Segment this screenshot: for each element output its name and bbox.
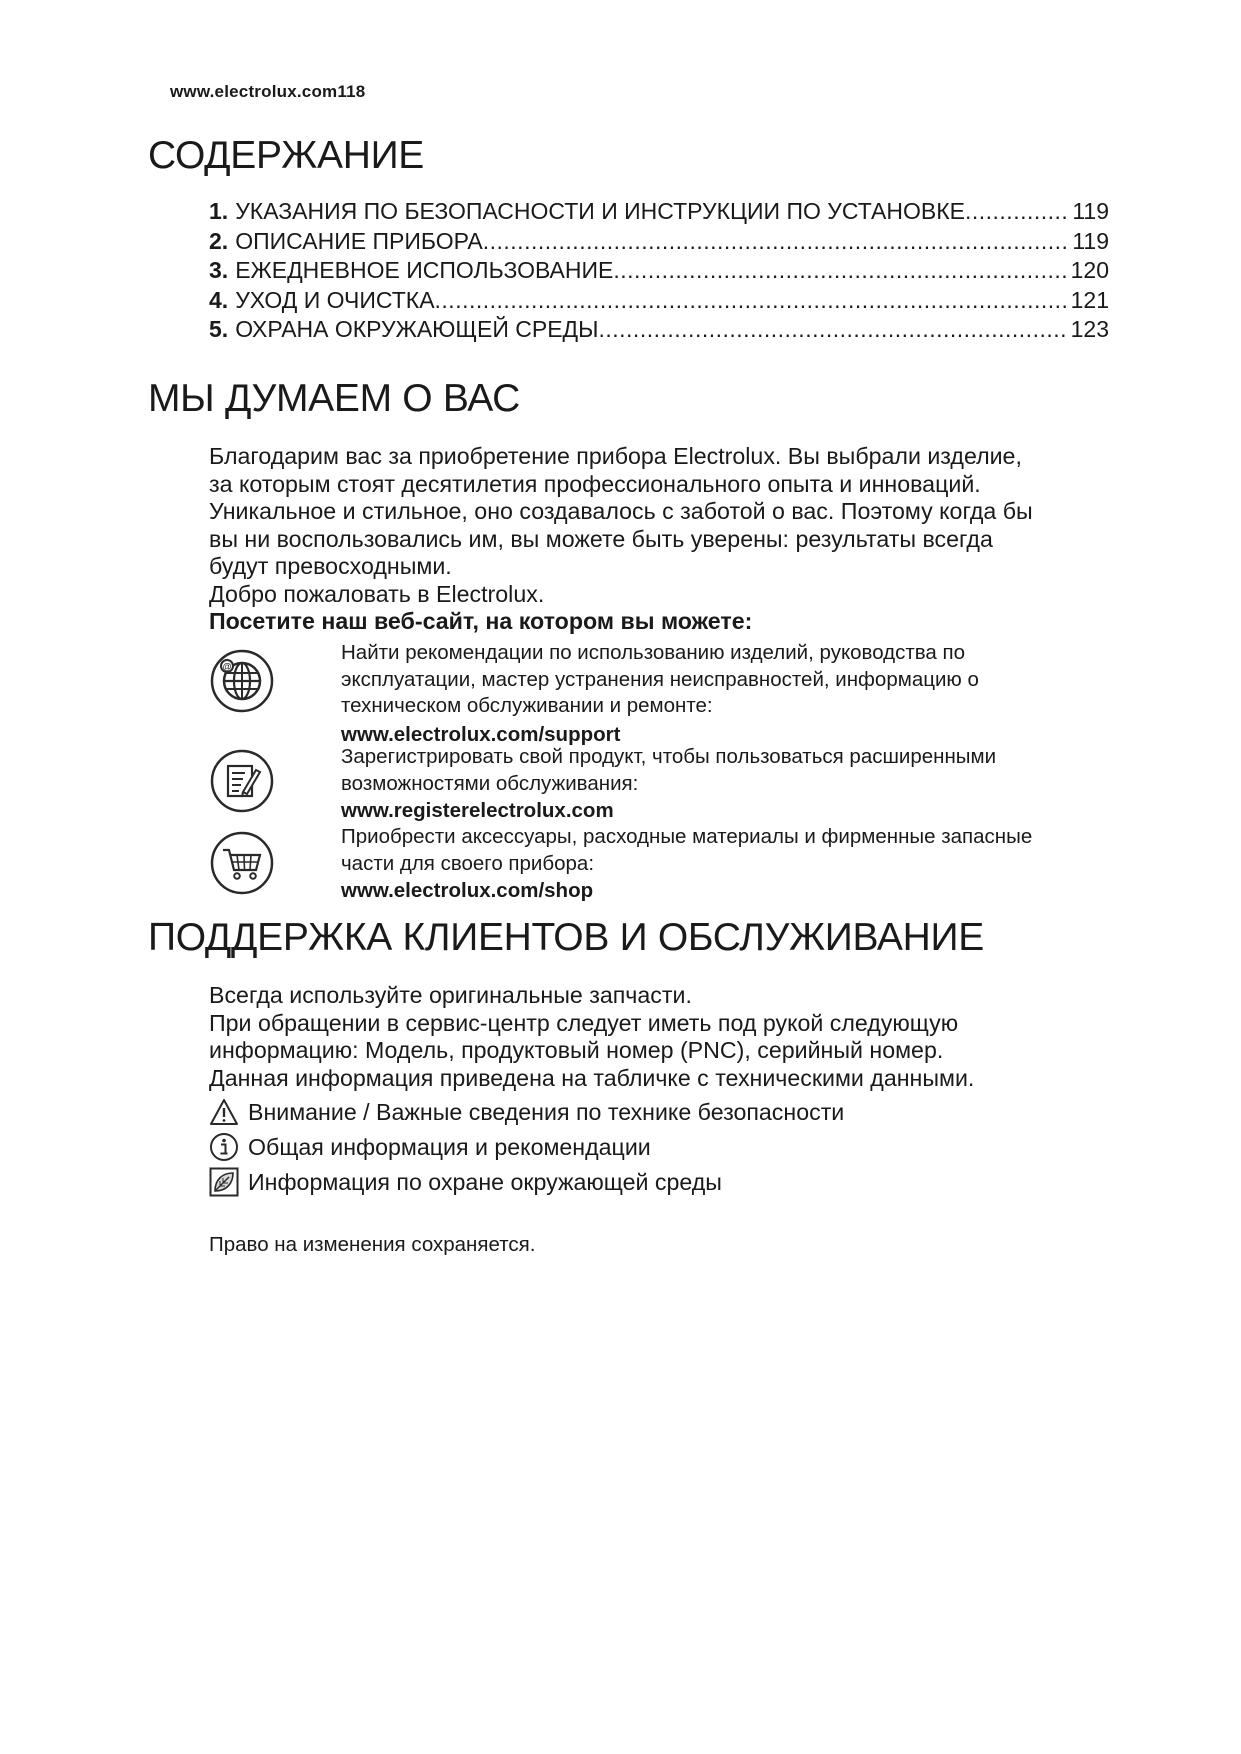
paragraph-line: При обращении в сервис-центр следует иметь под рукой следующую: [209, 1009, 959, 1036]
web-item-line: техническом обслуживании и ремонте:: [341, 694, 713, 717]
legend-environment: [209, 1166, 722, 1198]
toc-item-label: УКАЗАНИЯ ПО БЕЗОПАСНОСТИ И ИНСТРУКЦИИ ПО УСТАНОВКЕ: [235, 198, 965, 224]
support-paragraph: [209, 982, 1129, 1092]
toc-item-label: УХОД И ОЧИСТКА: [235, 286, 435, 313]
toc-item[interactable]: [209, 287, 1109, 317]
toc-leader-dots: [613, 257, 1068, 284]
rights-notice: Право на изменения сохраняется.: [209, 1233, 536, 1256]
web-item-line: Найти рекомендации по использованию изделий, руководства по: [341, 641, 966, 664]
web-item-support: [209, 640, 1129, 750]
svg-text:@: @: [222, 661, 232, 672]
register-form-icon: [209, 748, 275, 814]
paragraph-line: Благодарим вас за приобретение прибора Electrolux. Вы выбрали изделие,: [209, 443, 1022, 469]
web-item-line: части для своего прибора:: [341, 851, 595, 875]
shopping-cart-icon: [209, 830, 275, 896]
support-title: ПОДДЕРЖКА КЛИЕНТОВ И ОБСЛУЖИВАНИЕ: [148, 916, 984, 959]
toc-item-page: 119: [1072, 198, 1109, 224]
web-item-register: [209, 744, 1129, 824]
info-icon: [209, 1132, 239, 1162]
paragraph-line: информацию: Модель, продуктовый номер (PNC), серийный номер.: [209, 1037, 944, 1063]
paragraph-line: Данная информация приведена на табличке с техническими данными.: [209, 1064, 975, 1091]
legend-label: Внимание / Важные сведения по технике безопасности: [248, 1098, 845, 1125]
shop-link[interactable]: www.electrolux.com/shop: [341, 879, 594, 902]
contents-title: СОДЕРЖАНИЕ: [148, 134, 425, 177]
toc-item-page: 120: [1070, 257, 1109, 283]
warning-triangle-icon: [209, 1097, 239, 1127]
web-item-line: Приобрести аксессуары, расходные материалы и фирменные запасные: [341, 825, 1033, 848]
toc-item-page: 121: [1070, 286, 1109, 313]
thinking-title: МЫ ДУМАЕМ О ВАС: [148, 377, 521, 420]
table-of-contents: [209, 198, 1109, 346]
paragraph-line: Уникальное и стильное, оно создавалось с заботой о вас. Поэтому когда бы: [209, 498, 1033, 524]
toc-leader-dots: [598, 316, 1068, 343]
toc-item[interactable]: [209, 257, 1109, 287]
toc-item-page: 123: [1070, 316, 1109, 342]
toc-leader-dots: [435, 287, 1069, 314]
toc-item-label: ОПИСАНИЕ ПРИБОРА: [235, 227, 483, 254]
web-item-line: Зарегистрировать свой продукт, чтобы пользоваться расширенными: [341, 745, 997, 768]
paragraph-line: Всегда используйте оригинальные запчасти.: [209, 982, 692, 1008]
paragraph-line: будут превосходными.: [209, 553, 452, 579]
toc-item-label: ОХРАНА ОКРУЖАЮЩЕЙ СРЕДЫ: [235, 316, 599, 342]
legend-warning: [209, 1096, 844, 1128]
toc-item[interactable]: [209, 198, 1109, 228]
legend-label: Информация по охране окружающей среды: [248, 1168, 722, 1195]
toc-item-number: 1.: [209, 198, 229, 224]
web-item-shop: [209, 824, 1129, 904]
toc-item-number: 3.: [209, 257, 229, 283]
paragraph-line: за которым стоят десятилетия профессионального опыта и инноваций.: [209, 470, 981, 497]
visit-heading: Посетите наш веб-сайт, на котором вы можете:: [209, 608, 753, 634]
web-item-text: [341, 744, 1121, 825]
toc-leader-dots: [965, 198, 1070, 225]
web-item-text: [341, 640, 1121, 748]
web-item-line: возможностями обслуживания:: [341, 771, 639, 795]
paragraph-line: Добро пожаловать в Electrolux.: [209, 580, 545, 607]
toc-item-page: 119: [1072, 227, 1109, 254]
register-link[interactable]: www.registerelectrolux.com: [341, 799, 614, 822]
web-item-text: [341, 824, 1121, 905]
toc-item-number: 4.: [209, 286, 229, 313]
thinking-paragraph: [209, 443, 1129, 636]
legend-label: Общая информация и рекомендации: [248, 1133, 651, 1160]
toc-item-label: ЕЖЕДНЕВНОЕ ИСПОЛЬЗОВАНИЕ: [235, 257, 614, 283]
environment-leaf-icon: [209, 1167, 239, 1197]
toc-item[interactable]: [209, 316, 1109, 346]
toc-item-number: 5.: [209, 316, 229, 342]
legend-info: [209, 1131, 651, 1163]
globe-icon: [209, 648, 275, 714]
paragraph-line: вы ни воспользовались им, вы можете быть уверены: результаты всегда: [209, 525, 993, 552]
toc-item[interactable]: [209, 228, 1109, 258]
header-site-page: www.electrolux.com118: [170, 82, 366, 101]
toc-item-number: 2.: [209, 227, 229, 254]
toc-leader-dots: [483, 228, 1071, 255]
web-item-line: эксплуатации, мастер устранения неисправностей, информацию о: [341, 667, 979, 691]
support-link[interactable]: www.electrolux.com/support: [341, 722, 621, 746]
